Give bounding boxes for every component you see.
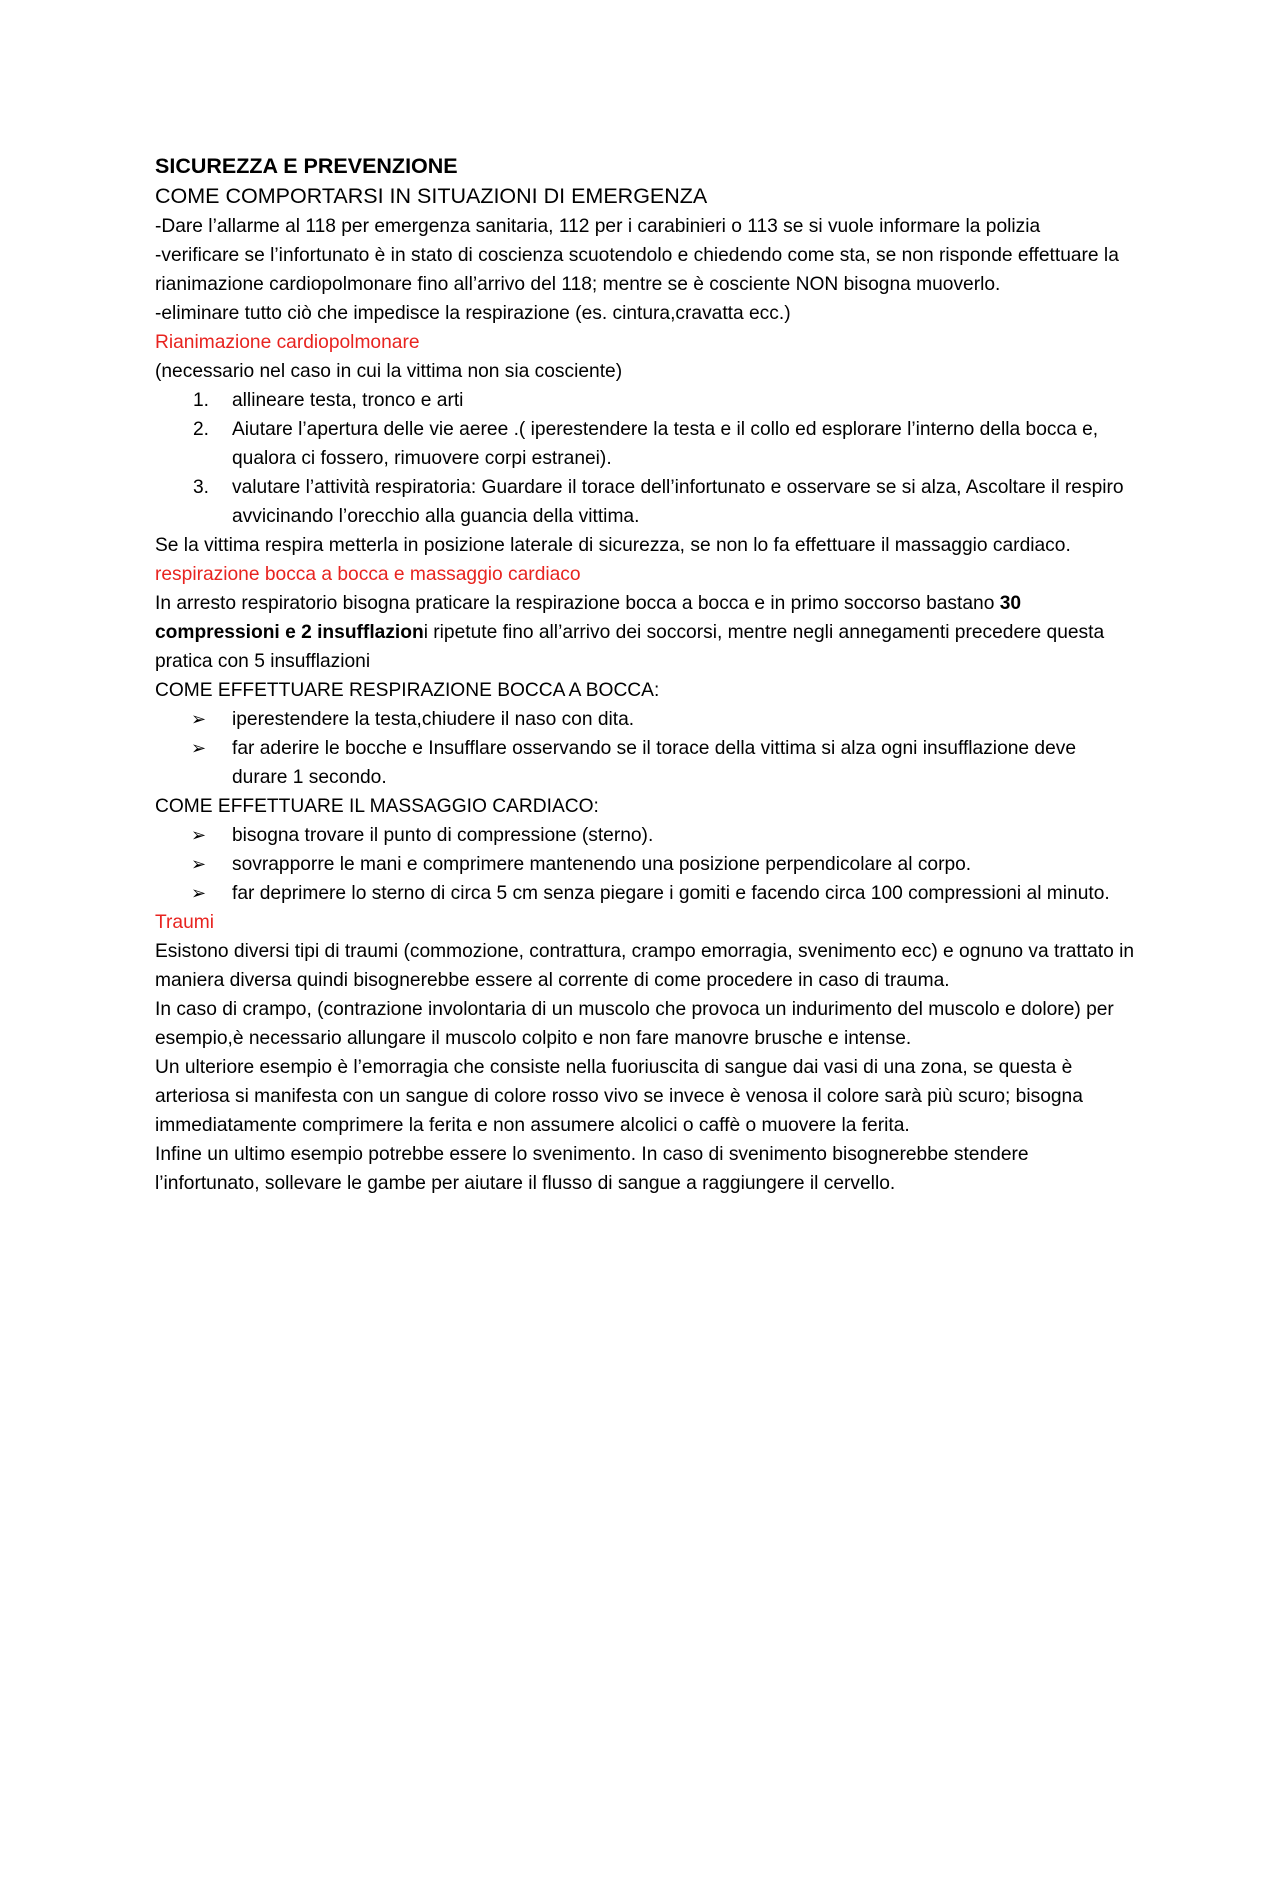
- list-item: [155, 705, 1135, 734]
- bocca-text-end: i ripetute fino all’arrivo dei soccorsi, mentre negli annegamenti precedere questa pratica con 5 insufflazioni: [155, 622, 1105, 672]
- list-number: 2.: [193, 419, 210, 440]
- list-item: [155, 734, 1135, 792]
- traumi-paragraph: Esistono diversi tipi di traumi (commozione, contrattura, crampo emorragia, svenimento ecc) e ognuno va trattato in maniera diversa quindi bisognerebbe essere al corrente di come procedere in caso di trauma.: [155, 941, 1135, 991]
- list-item-text: far aderire le bocche e Insufflare osservando se il torace della vittima si alza ogni insufflazione deve durare 1 secondo.: [232, 738, 1077, 788]
- rcp-steps-list: [155, 386, 1135, 531]
- document-page: [155, 151, 1135, 1198]
- list-item: [155, 415, 1135, 473]
- arrow-bullet-icon: ➢: [191, 738, 207, 759]
- rcp-note: (necessario nel caso in cui la vittima non sia cosciente): [155, 361, 623, 382]
- list-item: [155, 821, 1135, 850]
- bocca-paragraph: [155, 589, 1135, 676]
- list-item-text: sovrapporre le mani e comprimere mantenendo una posizione perpendicolare al corpo.: [232, 854, 972, 875]
- list-item-text: iperestendere la testa,chiudere il naso con dita.: [232, 709, 635, 730]
- rcp-after-paragraph: Se la vittima respira metterla in posizione laterale di sicurezza, se non lo fa effettuare il massaggio cardiaco.: [155, 535, 1071, 556]
- document-subtitle: COME COMPORTARSI IN SITUAZIONI DI EMERGENZA: [155, 184, 708, 208]
- traumi-paragraph: Un ulteriore esempio è l’emorragia che consiste nella fuoriuscita di sangue dai vasi di una zona, se questa è arteriosa si manifesta con un sangue di colore rosso vivo se invece è venosa il colore sarà più scuro; bisogna immediatamente comprimere la ferita e non assumere alcolici o caffè o muovere la ferita.: [155, 1057, 1083, 1136]
- bocca-text-start: In arresto respiratorio bisogna praticare la respirazione bocca a bocca e in primo soccorso bastano: [155, 593, 1000, 614]
- list-item-text: Aiutare l’apertura delle vie aeree .( iperestendere la testa e il collo ed esplorare l’interno della bocca e, qualora ci fossero, rimuovere corpi estranei).: [232, 419, 1099, 469]
- resp-list: [155, 705, 1135, 792]
- list-item: [155, 879, 1135, 908]
- bocca-text-bold: 30 compressioni e 2 insufflazion: [155, 593, 1022, 643]
- traumi-paragraph: In caso di crampo, (contrazione involontaria di un muscolo che provoca un indurimento del muscolo e dolore) per esempio,è necessario allungare il muscolo colpito e non fare manovre brusche e intense.: [155, 999, 1114, 1049]
- list-item-text: far deprimere lo sterno di circa 5 cm senza piegare i gomiti e facendo circa 100 compressioni al minuto.: [232, 883, 1110, 904]
- arrow-bullet-icon: ➢: [191, 854, 207, 875]
- resp-heading: COME EFFETTUARE RESPIRAZIONE BOCCA A BOCCA:: [155, 680, 660, 701]
- section-heading-bocca: respirazione bocca a bocca e massaggio cardiaco: [155, 564, 581, 585]
- list-number: 1.: [193, 390, 210, 411]
- arrow-bullet-icon: ➢: [191, 825, 207, 846]
- intro-paragraph: -Dare l’allarme al 118 per emergenza sanitaria, 112 per i carabinieri o 113 se si vuole informare la polizia: [155, 216, 1041, 237]
- section-heading-rcp: Rianimazione cardiopolmonare: [155, 332, 420, 353]
- list-number: 3.: [193, 477, 210, 498]
- list-item-text: allineare testa, tronco e arti: [232, 390, 464, 411]
- section-heading-traumi: Traumi: [155, 912, 214, 933]
- intro-paragraph: -eliminare tutto ciò che impedisce la respirazione (es. cintura,cravatta ecc.): [155, 303, 791, 324]
- list-item-text: bisogna trovare il punto di compressione (sterno).: [232, 825, 654, 846]
- arrow-bullet-icon: ➢: [191, 883, 207, 904]
- list-item: [155, 850, 1135, 879]
- arrow-bullet-icon: ➢: [191, 709, 207, 730]
- list-item: [155, 473, 1135, 531]
- traumi-paragraph: Infine un ultimo esempio potrebbe essere lo svenimento. In caso di svenimento bisognerebbe stendere l’infortunato, sollevare le gambe per aiutare il flusso di sangue a raggiungere il cervello.: [155, 1144, 1029, 1194]
- mass-list: [155, 821, 1135, 908]
- intro-paragraph: -verificare se l’infortunato è in stato di coscienza scuotendolo e chiedendo come sta, se non risponde effettuare la rianimazione cardiopolmonare fino all’arrivo del 118; mentre se è cosciente NON bisogna muoverlo.: [155, 245, 1119, 295]
- list-item-text: valutare l’attività respiratoria: Guardare il torace dell’infortunato e osservare se si alza, Ascoltare il respiro avvicinando l’orecchio alla guancia della vittima.: [232, 477, 1124, 527]
- document-title: SICUREZZA E PREVENZIONE: [155, 154, 458, 178]
- mass-heading: COME EFFETTUARE IL MASSAGGIO CARDIACO:: [155, 796, 599, 817]
- list-item: [155, 386, 1135, 415]
